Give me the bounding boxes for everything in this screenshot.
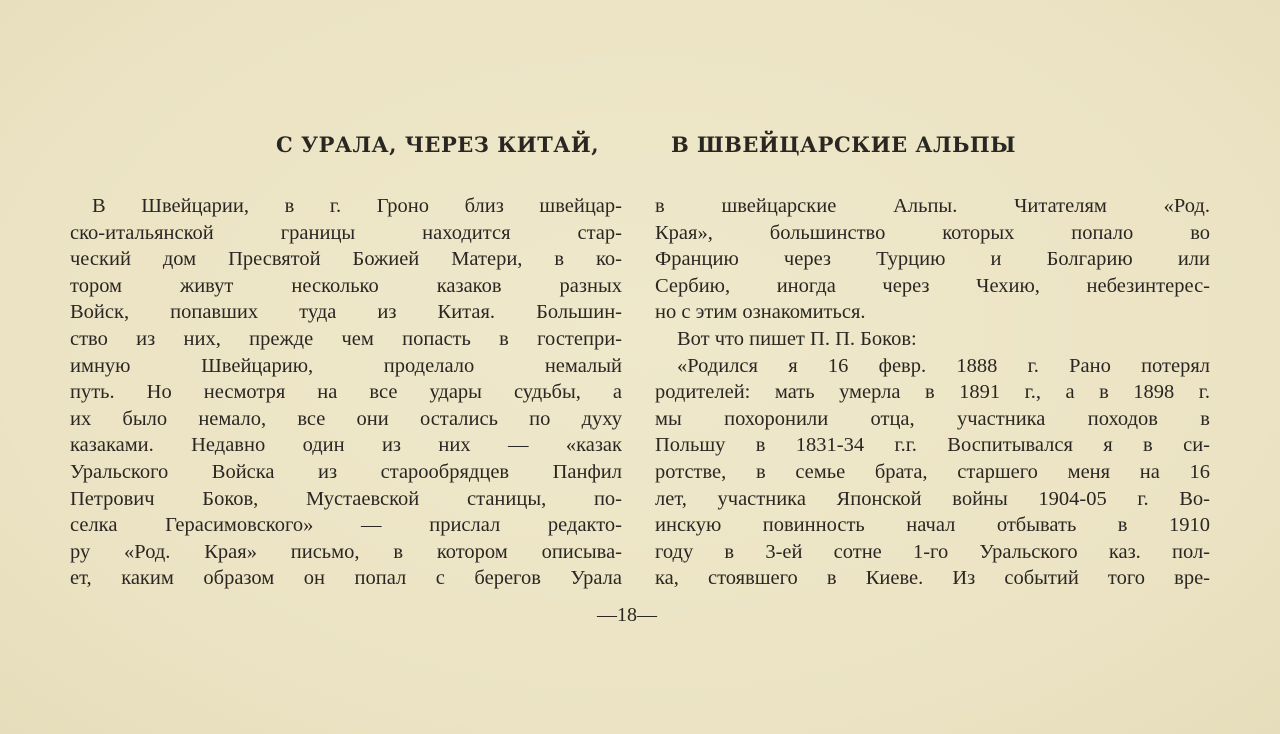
text-line: ско-итальянской границы находится стар-	[70, 221, 622, 244]
text-line: родителей: мать умерла в 1891 г., а в 1898 г.	[655, 381, 1210, 404]
article-title	[276, 132, 1016, 157]
text-line: в швейцарские Альпы. Читателям «Род.	[655, 195, 1210, 217]
text-line: имную Швейцарию, проделало немалый	[70, 354, 622, 377]
text-line: ротстве, в семье брата, старшего меня на 16	[655, 460, 1210, 483]
text-line: ство из них, прежде чем попасть в гостепри-	[70, 327, 622, 350]
text-line: В Швейцарии, в г. Гроно близ швейцар-	[92, 195, 622, 217]
text-line: казаками. Недавно один из них — «казак	[70, 434, 622, 457]
article-title-part-2: В ШВЕЙЦАРСКИЕ АЛЬПЫ	[670, 132, 1016, 157]
page-number: —18—	[597, 604, 657, 626]
text-line: ру «Род. Края» письмо, в котором описыва-	[70, 540, 622, 563]
text-line: инскую повинность начал отбывать в 1910	[655, 514, 1210, 537]
text-line: селка Герасимовского» — прислал редакто-	[70, 514, 622, 537]
text-line: ка, стоявшего в Киеве. Из событий того вре-	[655, 567, 1210, 590]
text-line: Петрович Боков, Мустаевской станицы, по-	[70, 487, 622, 510]
text-line: Края», большинство которых попало во	[655, 221, 1210, 244]
text-line: «Родился я 16 февр. 1888 г. Рано потерял	[677, 354, 1210, 377]
text-line: Польшу в 1831-34 г.г. Воспитывался я в си-	[655, 434, 1210, 457]
text-line: но с этим ознакомиться.	[655, 301, 866, 324]
right-column	[655, 193, 1210, 592]
text-line: Уральского Войска из старообрядцев Панфил	[70, 460, 622, 483]
text-line: Францию через Турцию и Болгарию или	[655, 248, 1210, 271]
text-line: тором живут несколько казаков разных	[70, 274, 622, 297]
text-line: их было немало, все они остались по духу	[70, 407, 622, 430]
text-line: лет, участника Японской войны 1904-05 г. Во-	[655, 487, 1210, 510]
article-title-part-1: С УРАЛА, ЧЕРЕЗ КИТАЙ,	[276, 132, 600, 157]
text-line: ет, каким образом он попал с берегов Урала	[70, 567, 622, 590]
text-line: путь. Но несмотря на все удары судьбы, а	[70, 381, 622, 404]
text-line: Сербию, иногда через Чехию, небезинтерес-	[655, 274, 1210, 297]
left-column	[70, 193, 622, 592]
text-line: ческий дом Пресвятой Божией Матери, в ко-	[70, 248, 622, 271]
text-line: Войск, попавших туда из Китая. Большин-	[70, 301, 622, 324]
text-line: мы похоронили отца, участника походов в	[655, 407, 1210, 430]
text-line: Вот что пишет П. П. Боков:	[677, 327, 917, 350]
text-line: году в 3-ей сотне 1-го Уральского каз. пол-	[655, 540, 1210, 563]
